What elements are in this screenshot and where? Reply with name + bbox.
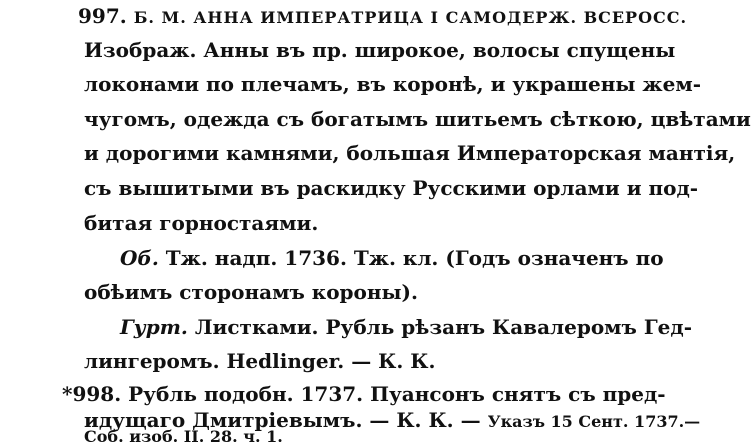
entry-997-description-line-6: битая горностаями. [84, 211, 319, 235]
entry-998-line-3: Соб. изоб. II. 28. ч. 1. [84, 427, 283, 446]
entry-997-description-line-4: и дорогими камнями, большая Императорская мантія, [84, 141, 736, 165]
entry-997-edge-line-2: лингеромъ. Hedlinger. — К. К. [84, 349, 436, 373]
edge-label: Гурт. [120, 315, 188, 339]
reverse-text-1: Тж. надп. 1736. Тж. кл. (Годъ означенъ по [165, 246, 664, 270]
entry-998-text-2: идущаго Дмитріевымъ. — К. К. — [84, 408, 481, 432]
entry-997-description-line-1: Изображ. Анны въ пр. широкое, волосы спущены [84, 38, 676, 62]
edge-text-1: Листками. Рубль рѣзанъ Кавалеромъ Гед- [194, 315, 693, 339]
entry-997-heading-line [78, 4, 687, 30]
entry-998-decree: Указъ 15 Сент. 1737.— [487, 412, 701, 431]
reverse-label: Об. [120, 246, 159, 270]
entry-998-text-1: Рубль подобн. 1737. Пуансонъ снятъ съ пред- [128, 382, 666, 406]
entry-997-description-line-2: локонами по плечамъ, въ коронѣ, и украшены жем- [84, 72, 702, 96]
entry-997-reverse-line-2: обѣимъ сторонамъ короны). [84, 280, 418, 304]
entry-997-number: 997. [78, 4, 127, 28]
entry-998-line-1 [62, 382, 666, 406]
entry-997-edge-line-1 [120, 315, 692, 339]
entry-997-reverse-line-1 [120, 246, 664, 270]
entry-997-description-line-5: съ вышитыми въ раскидку Русскими орлами и под- [84, 176, 699, 200]
entry-997-heading: Б. М. АННА ИМПЕРАТРИЦА І САМОДЕРЖ. ВСЕРОСС. [133, 8, 688, 27]
entry-997-description-line-3: чугомъ, одежда съ богатымъ шитьемъ сѣткою, цвѣтами [84, 107, 751, 131]
entry-998-number: *998. [62, 382, 122, 406]
